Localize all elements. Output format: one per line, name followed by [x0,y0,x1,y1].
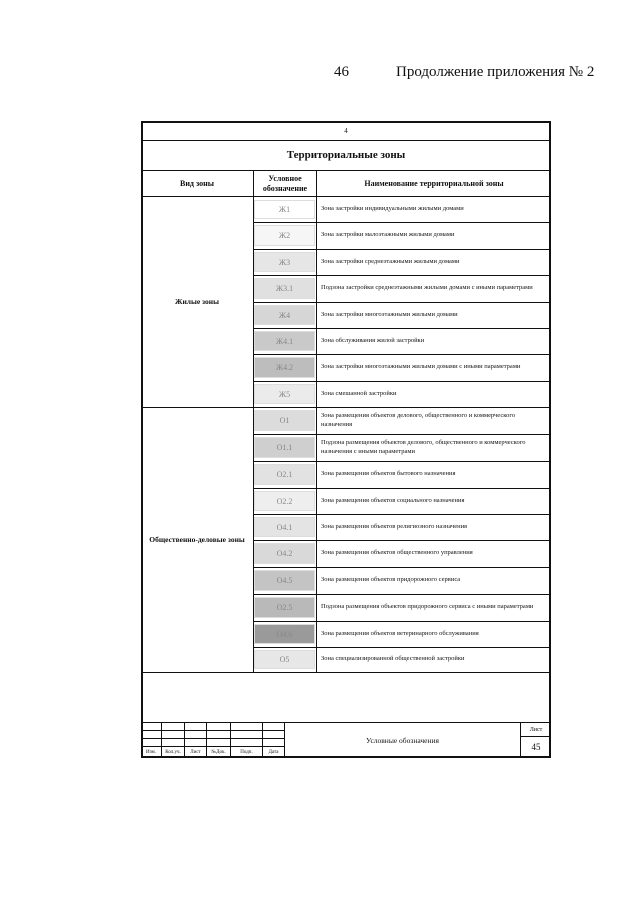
stamp-title: Условные обозначения [366,735,439,745]
zone-code: О4.1 [276,522,293,532]
zone-code: О4.2 [276,549,293,558]
zone-code: Ж3.1 [275,284,294,293]
rule-col-2 [316,170,317,672]
zone-name: Зона размещения объектов религиозного назначения [321,522,468,530]
zone-name: Подзона застройки среднеэтажными жилыми домами с иными параметрами [321,284,533,292]
zone-symbol-swatch [254,331,315,351]
zone-symbol-swatch [254,543,315,564]
zone-code: Ж4 [278,310,291,320]
zone-name: Зона размещения объектов общественного управления [321,549,473,557]
zone-name: Зона специализированной общественной застройки [321,655,465,663]
zone-name: Подзона размещения объектов делового, общественного и коммерческого назначения с иными параметрами [321,439,526,455]
category-public-business: Общественно-деловые зоны [149,534,245,544]
zone-name: Зона обслуживания жилой застройки [321,336,425,344]
zone-name: Зона застройки малоэтажными жилыми домами [321,231,455,239]
zone-code: О4.6 [276,629,293,639]
zone-name: Зона застройки многоэтажными жилыми домами с иными параметрами [321,363,521,371]
stamp-sheet-label: Лист [529,726,543,733]
zone-name: Зона размещения объектов ветеринарного обслуживания [321,629,479,637]
zone-symbol-swatch [254,624,315,644]
zone-symbol-swatch [254,252,315,272]
column-header-symbol: Условное обозначение [262,174,308,193]
zone-code: О1.1 [276,443,293,452]
column-header-zone-name: Наименование территориальной зоны [364,178,504,188]
sheet-mark: 4 [344,126,348,135]
zone-symbol-swatch [254,357,315,378]
zone-symbol-swatch [254,650,315,669]
zone-symbol-swatch [254,491,315,511]
zone-symbol-swatch [254,437,315,458]
zone-code: Ж4.1 [275,336,294,346]
zone-name: Зона размещения объектов социального назначения [321,496,465,504]
zone-symbol-swatch [254,384,315,404]
zone-symbol-swatch [254,305,315,325]
zone-code: О1 [279,416,290,425]
stamp-label-change: Изм. [146,749,156,755]
page-number: 46 [334,64,349,80]
zone-symbol-swatch [254,597,315,618]
zone-code: О2.1 [276,470,293,479]
zone-name: Зона застройки индивидуальными жилыми домами [321,205,464,213]
zone-symbol-swatch [254,517,315,537]
stamp-label-count: Кол.уч. [165,749,181,755]
zone-code: О2.5 [276,603,293,612]
zone-symbol-swatch [254,570,315,591]
rule-table-bottom [141,672,551,673]
zone-code: О4.5 [276,576,293,585]
zone-code: Ж4.2 [275,363,294,372]
zone-name: Зона размещения объектов бытового назначения [321,470,456,478]
zone-name: Подзона размещения объектов придорожного сервиса с иными параметрами [321,603,534,611]
zone-code: Ж1 [278,205,291,214]
zone-name: Зона застройки среднеэтажными жилыми домами [321,257,460,265]
zone-code: Ж2 [278,231,291,240]
zone-symbol-swatch [254,278,315,299]
zone-code: О2.2 [276,496,293,506]
page-title: Продолжение приложения № 2 [396,64,595,80]
stamp-label-doc: №Док. [211,749,226,755]
table-heading: Территориальные зоны [286,149,406,162]
zone-symbol-swatch [254,410,315,431]
stamp-label-signature: Подп. [240,749,253,755]
zone-code: О5 [279,655,290,664]
zone-symbol-swatch [254,200,315,219]
zone-code: Ж3 [278,257,291,267]
category-residential: Жилые зоны [175,296,219,306]
zone-name: Зона размещения объектов делового, общественного и коммерческого назначения [321,412,516,428]
zone-name: Зона застройки многоэтажными жилыми домами [321,310,458,318]
column-header-zone-type: Вид зоны [179,178,214,188]
stamp-label-date: Дата [268,749,279,755]
stamp-label-sheet: Лист [190,749,201,755]
zone-symbol-swatch [254,225,315,246]
zone-symbol-swatch [254,464,315,485]
stamp-sheet-number: 45 [531,742,541,752]
zone-name: Зона размещения объектов придорожного сервиса [321,576,461,584]
zone-code: Ж5 [278,389,291,399]
zone-name: Зона смешанной застройки [321,389,397,397]
